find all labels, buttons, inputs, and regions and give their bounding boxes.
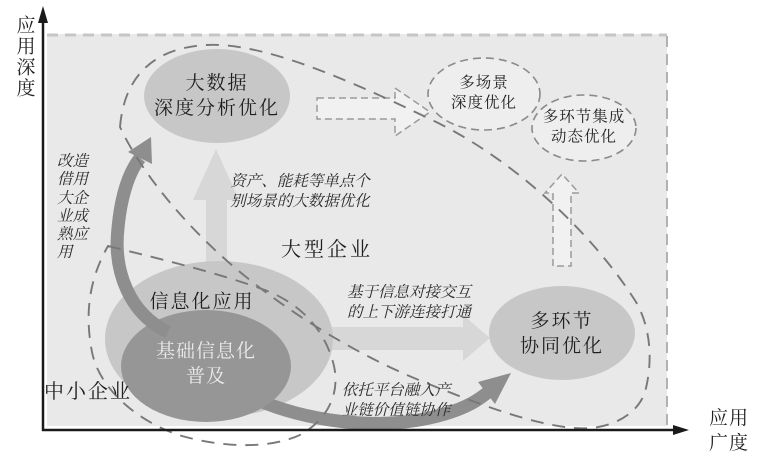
multi-link-integration-label: 多环节集成 动态优化 [542, 108, 626, 146]
big-data-ellipse [144, 49, 290, 143]
large-enterprise-label: 大型企业 [281, 238, 373, 261]
y-axis-label: 应用深度 [13, 15, 35, 99]
basic-informatization-label: 基础信息化 普及 [155, 340, 257, 387]
x-axis-label: 应用广度 [708, 407, 749, 454]
info-connect-annotation: 基于信息对接交互 的上下游连接打通 [346, 283, 472, 321]
x-axis-arrowhead [673, 425, 689, 435]
asset-energy-annotation: 资产、能耗等单点个 别场景的大数据优化 [230, 172, 370, 210]
multi-link-collaboration-ellipse [489, 286, 635, 380]
y-axis-arrowhead [38, 6, 48, 23]
informatization-label: 信息化应用 [149, 291, 255, 313]
platform-chain-annotation: 依托平台融入产 业链价值链协作 [341, 381, 451, 419]
retrofit-annotation: 改造 借用 大企 业成 熟应 用 [57, 153, 89, 262]
multi-scenario-dashed-ellipse [428, 58, 540, 130]
sme-label: 中小企业 [44, 380, 132, 403]
multi-link-integration-dashed-ellipse [532, 95, 636, 161]
big-data-label: 大数据 深度分析优化 [153, 72, 281, 119]
basic-informatization-ellipse [121, 310, 291, 422]
multi-scenario-label: 多场景 深度优化 [450, 74, 518, 112]
multi-link-collaboration-label: 多环节 协同优化 [519, 310, 605, 357]
